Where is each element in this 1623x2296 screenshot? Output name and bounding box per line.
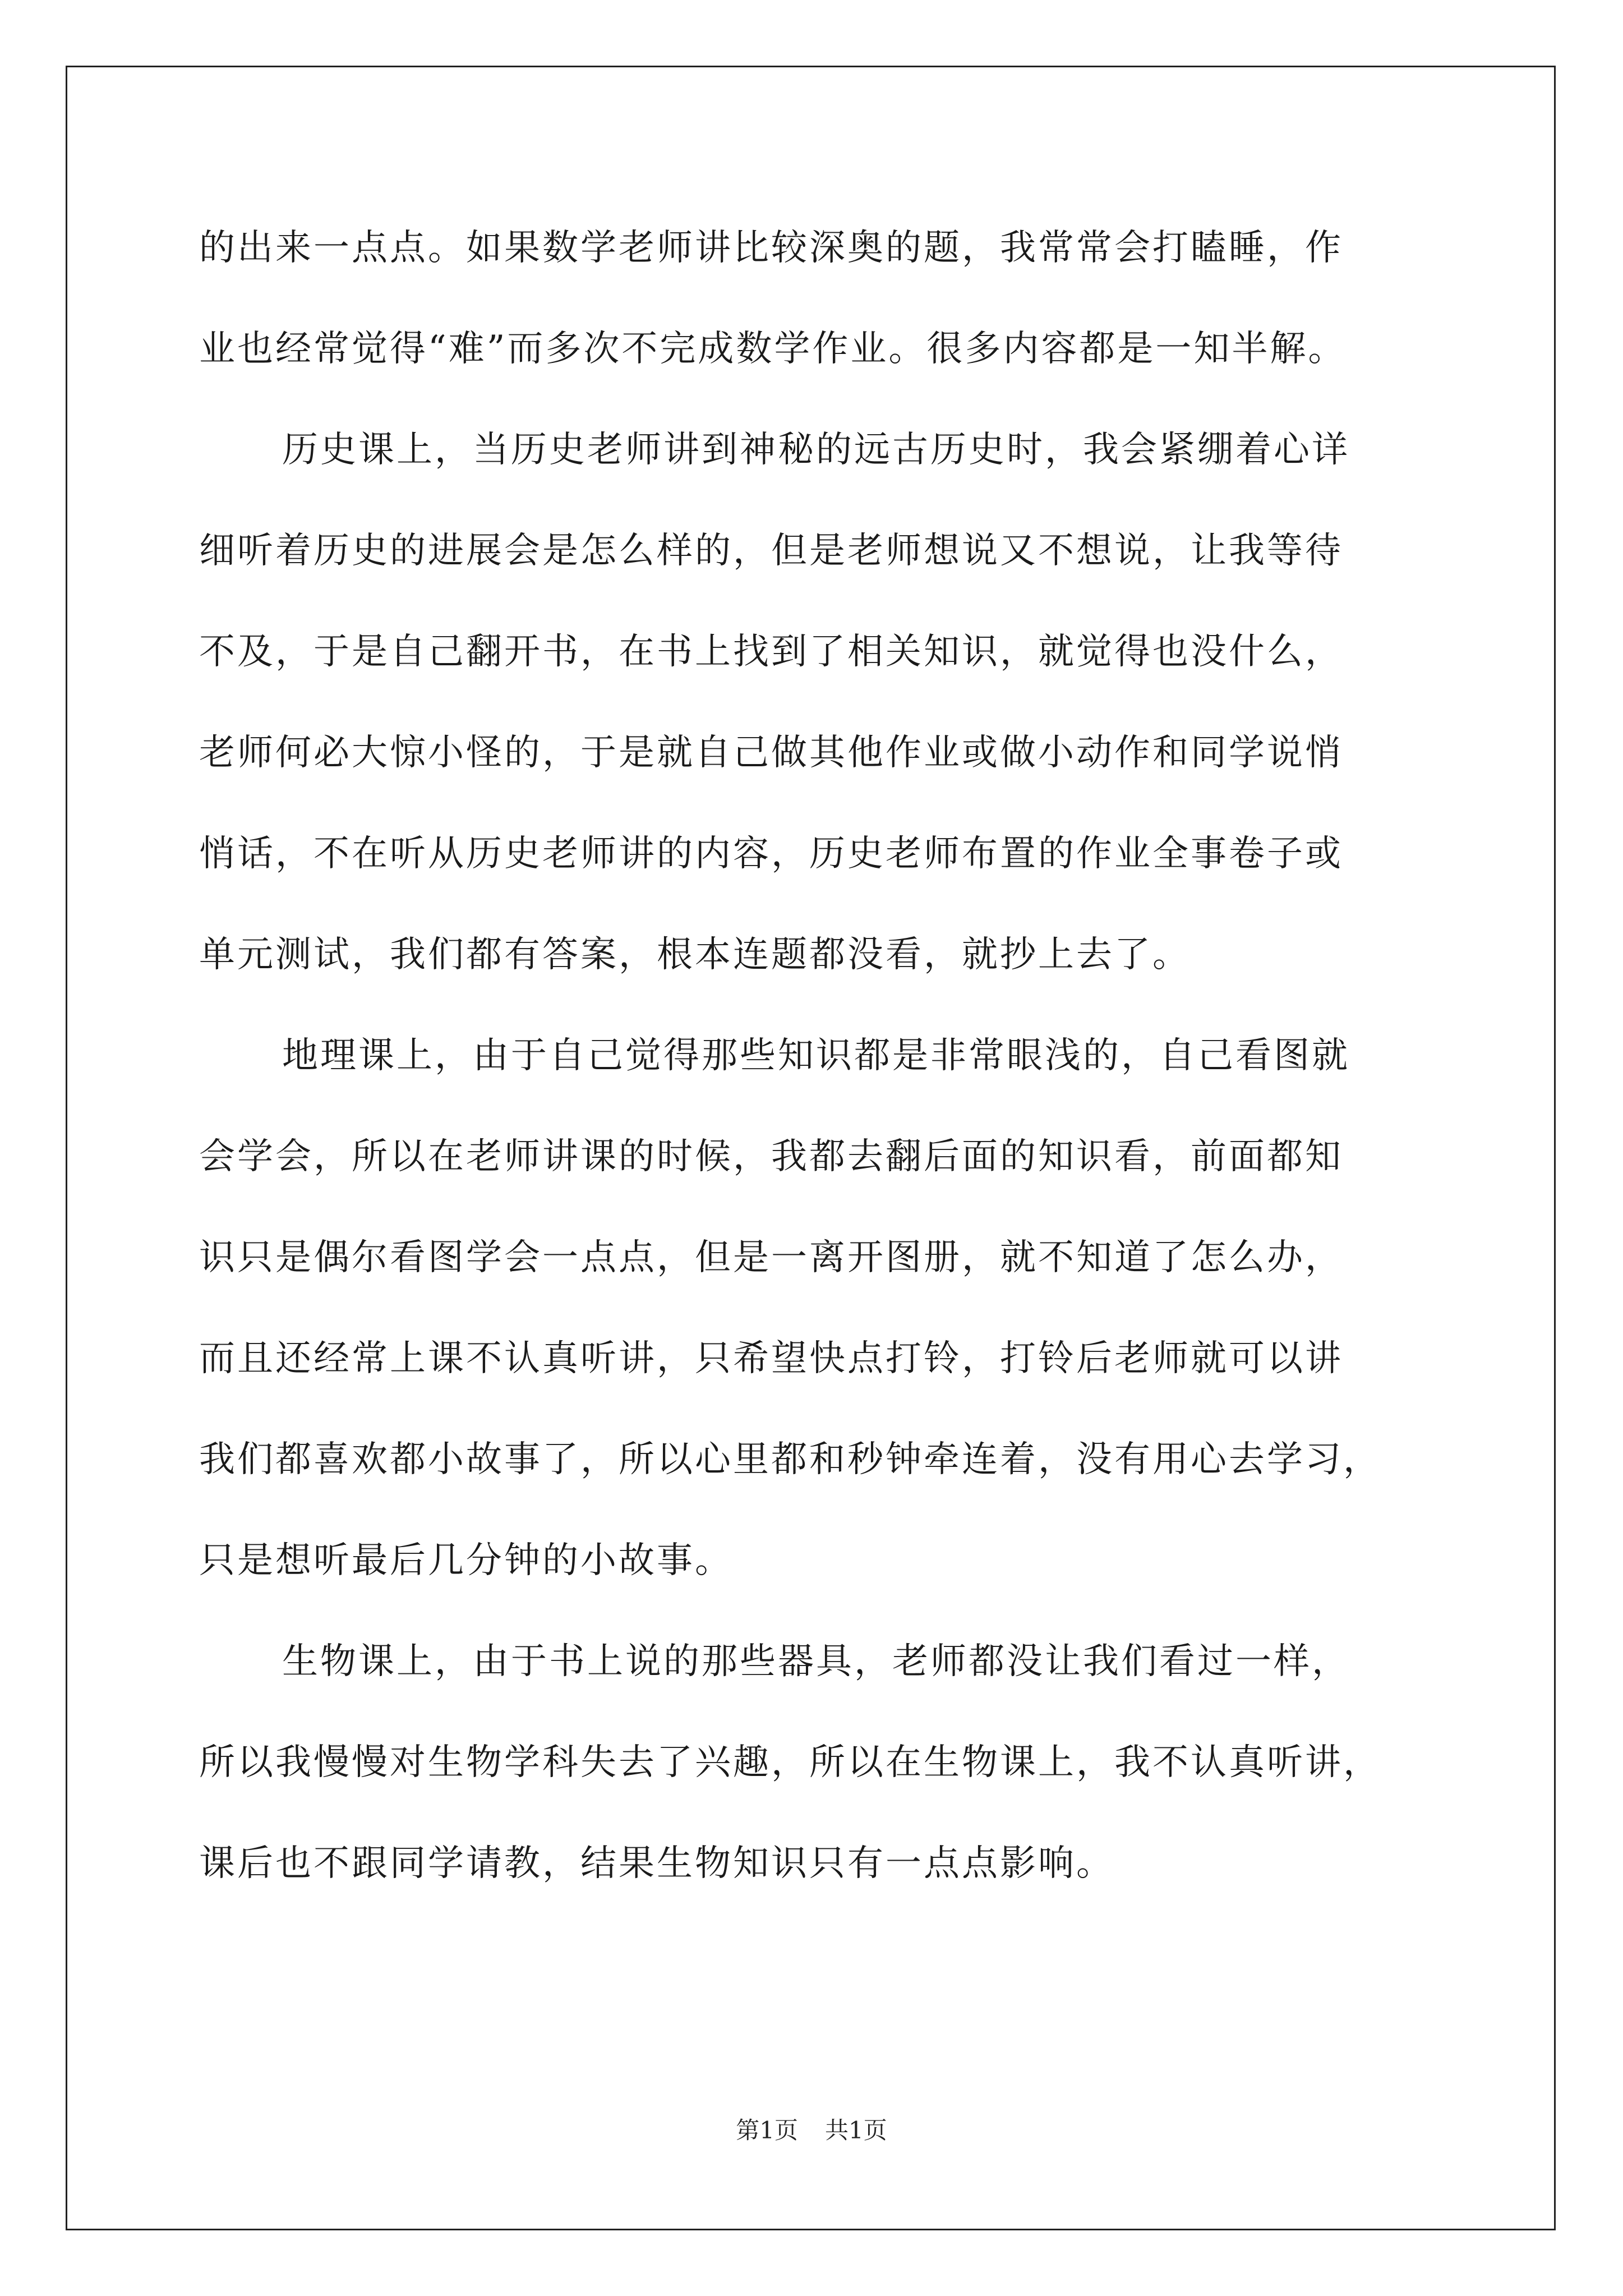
text-line: 而且还经常上课不认真听讲，只希望快点打铃，打铃后老师就可以讲: [199, 1338, 1343, 1379]
text-line: 悄话，不在听从历史老师讲的内容，历史老师布置的作业全事卷子或: [199, 833, 1343, 875]
text-line: 细听着历史的进展会是怎么样的，但是老师想说又不想说，让我等待: [199, 530, 1343, 572]
text-line: 会学会，所以在老师讲课的时候，我都去翻后面的知识看，前面都知: [199, 1136, 1343, 1177]
text-line: 我们都喜欢都小故事了，所以心里都和秒钟牵连着，没有用心去学习，: [199, 1439, 1381, 1480]
text-line: 单元测试，我们都有答案，根本连题都没看，就抄上去了。: [199, 934, 1191, 976]
page-footer: [0, 2114, 1623, 2147]
text-line: 课后也不跟同学请教，结果生物知识只有一点点影响。: [199, 1843, 1114, 1884]
text-line: 所以我慢慢对生物学科失去了兴趣，所以在生物课上，我不认真听讲，: [199, 1742, 1381, 1783]
text-line: 不及，于是自己翻开书，在书上找到了相关知识，就觉得也没什么，: [199, 631, 1343, 673]
paragraph-start-geography: 地理课上，由于自己觉得那些知识都是非常眼浅的，自己看图就: [282, 1035, 1350, 1076]
text-line: 老师何必大惊小怪的，于是就自己做其他作业或做小动作和同学说悄: [199, 732, 1343, 774]
document-body: [199, 197, 1467, 1914]
paragraph-start-biology: 生物课上，由于书上说的那些器具，老师都没让我们看过一样，: [282, 1641, 1350, 1682]
text-line: 的出来一点点。如果数学老师讲比较深奥的题，我常常会打瞌睡，作: [199, 227, 1343, 269]
text-line: 识只是偶尔看图学会一点点，但是一离开图册，就不知道了怎么办，: [199, 1237, 1343, 1278]
text-line: 只是想听最后几分钟的小故事。: [199, 1540, 733, 1581]
page-number-current: 第1页: [736, 2116, 798, 2144]
page-number-total: 共1页: [825, 2116, 887, 2144]
text-line: 业也经常觉得“难”而多次不完成数学作业。很多内容都是一知半解。: [199, 328, 1347, 370]
paragraph-start-history: 历史课上，当历史老师讲到神秘的远古历史时，我会紧绷着心详: [282, 429, 1350, 471]
